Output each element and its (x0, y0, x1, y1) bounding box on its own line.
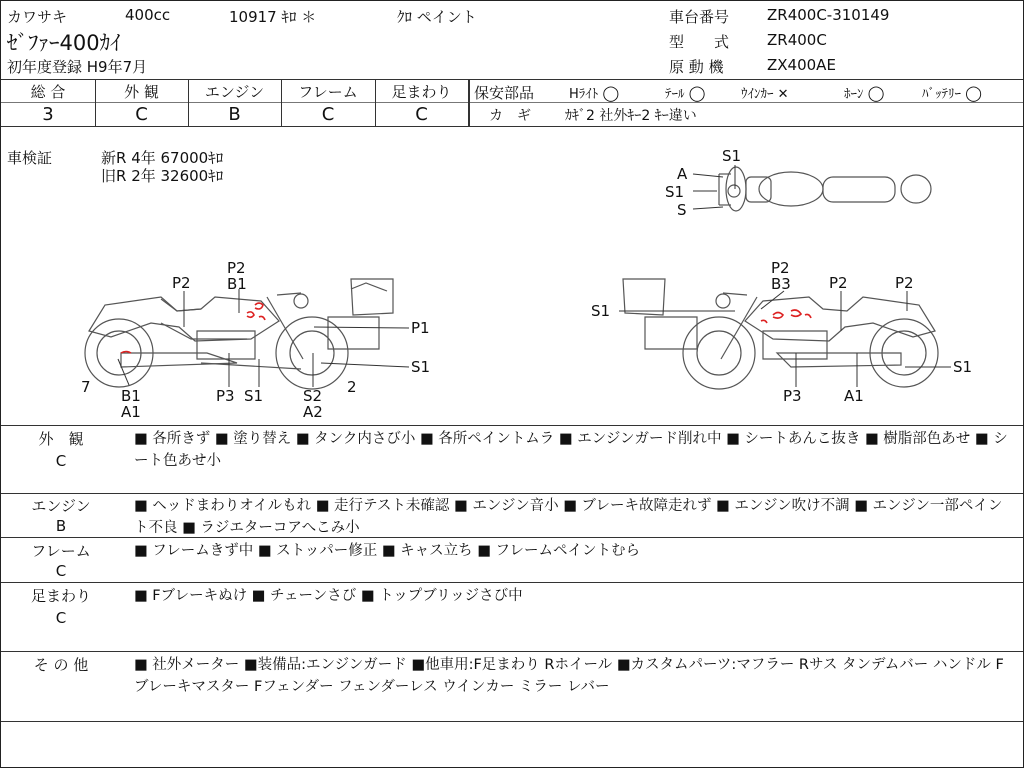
divider (1, 425, 1023, 426)
color: ｸﾛ ペイント (397, 8, 477, 26)
label-right: B3 (771, 275, 791, 293)
divider (1, 651, 1023, 652)
divider (1, 582, 1023, 583)
label-left: S2 (303, 387, 323, 405)
label-right: P2 (895, 274, 914, 292)
divider (1, 102, 468, 103)
remark-grade-frame: C (55, 562, 67, 580)
remark-label-other: そ の 他 (33, 656, 89, 674)
model-type-label: 型 式 (669, 33, 730, 51)
label-left: A2 (303, 403, 323, 421)
divider (1, 493, 1023, 494)
engine-type-label: 原 動 機 (669, 58, 724, 76)
label-left: P1 (411, 319, 430, 337)
safety-mark: ◯ (602, 84, 620, 102)
remark-label-engine: エンジン (31, 497, 91, 515)
label-top-s1b: S1 (665, 183, 685, 201)
model-type-value: ZR400C (767, 31, 827, 49)
grade-header-exterior: 外 観 (124, 83, 159, 101)
grade-header-engine: エンジン (204, 83, 265, 101)
label-right: S1 (953, 358, 973, 376)
diagram-labels (81, 147, 972, 421)
mileage: 10917 ｷﾛ ＊ (229, 8, 317, 26)
label-left: S1 (411, 358, 431, 376)
label-right: P2 (771, 259, 790, 277)
model-name: ｾﾞﾌｧｰ400ｶｲ (7, 31, 121, 55)
safety-item-horn (844, 83, 884, 102)
frame-number-label: 車台番号 (669, 8, 730, 26)
safety-item-label: ﾊﾞｯﾃﾘｰ (922, 87, 961, 102)
divider (469, 102, 1023, 103)
divider (468, 79, 470, 126)
inspection-new: 新R 4年 67000ｷﾛ (101, 149, 224, 167)
label-left: S1 (244, 387, 264, 405)
label-left: A1 (121, 403, 141, 421)
remark-grade-suspension: C (55, 609, 67, 627)
key-label: カ ギ (489, 108, 531, 124)
grade-overall: 3 (42, 104, 54, 125)
safety-item-label: ﾎｰﾝ (844, 87, 864, 102)
remark-text-other: ■ 社外メーター ■装備品:エンジンガード ■他車用:F足まわり Rホイール ■カスタムパーツ:マフラー Rサス タンデムバー ハンドル Fブレーキマスター Fフェンダー フェンダーレス ウインカー ミラー レバー (134, 657, 1004, 695)
safety-item-battery (922, 83, 982, 102)
remark-text-suspension: ■ Fブレーキぬけ ■ チェーンさび ■ トップブリッジさび中 (134, 588, 523, 604)
safety-label: 保安部品 (474, 84, 535, 102)
inspection-old: 旧R 2年 32600ｷﾛ (101, 167, 224, 185)
remark-text-exterior: ■ 各所きず ■ 塗り替え ■ タンク内さび小 ■ 各所ペイントムラ ■ エンジンガード削れ中 ■ シートあんこ抜き ■ 樹脂部色あせ ■ シート色あせ小 (134, 431, 1008, 469)
safety-mark: ✕ (777, 87, 789, 102)
grade-engine: B (228, 104, 241, 125)
label-left: B1 (227, 275, 247, 293)
label-left: 2 (347, 378, 357, 396)
remark-label-suspension: 足まわり (30, 587, 91, 605)
divider (1, 721, 1023, 722)
safety-item-headlight (569, 83, 619, 102)
label-right: S1 (591, 302, 611, 320)
frame-number-value: ZR400C-310149 (767, 6, 890, 24)
key-value: ｶｷﾞ2 社外ｷｰ2 ｷｰ違い (565, 108, 697, 124)
safety-item-label: ﾃｰﾙ (665, 87, 685, 102)
label-top-a: A (677, 165, 688, 183)
label-right: P2 (829, 274, 848, 292)
label-left: 7 (81, 378, 91, 396)
displacement: 400cc (125, 6, 171, 24)
safety-mark: ◯ (688, 84, 706, 102)
grade-suspension: C (415, 104, 428, 125)
first-registration: 初年度登録 H9年7月 (7, 58, 148, 76)
safety-item-tail (665, 83, 705, 102)
damage-diagram (1, 127, 1023, 425)
remark-text-frame: ■ フレームきず中 ■ ストッパー修正 ■ キャス立ち ■ フレームペイントむら (134, 543, 640, 559)
grade-header-suspension: 足まわり (391, 83, 452, 101)
grade-frame: C (321, 104, 335, 125)
engine-type-value: ZX400AE (767, 56, 836, 74)
remark-text-engine: ■ ヘッドまわりオイルもれ ■ 走行テスト未確認 ■ エンジン音小 ■ ブレーキ故障走れず ■ エンジン吹け不調 ■ エンジン一部ペイント不良 ■ ラジエターコアへこみ小 (134, 498, 1003, 536)
safety-item-winker (741, 83, 789, 102)
label-right: A1 (844, 387, 864, 405)
bike-right-view (623, 279, 938, 389)
safety-mark: ◯ (965, 84, 982, 102)
safety-mark: ◯ (867, 84, 885, 102)
grade-header-frame: フレーム (298, 83, 358, 101)
inspection-label: 車検証 (7, 149, 53, 167)
label-left: P3 (216, 387, 235, 405)
divider (1, 79, 1023, 80)
remark-label-exterior: 外 観 (38, 430, 84, 448)
label-right: P3 (783, 387, 802, 405)
grade-header-overall: 総 合 (30, 83, 66, 101)
remark-label-frame: フレーム (31, 542, 91, 560)
remark-grade-exterior: C (55, 452, 67, 470)
label-left: B1 (121, 387, 141, 405)
safety-item-label: Hﾗｲﾄ (569, 87, 599, 102)
remark-grade-engine: B (55, 517, 67, 535)
label-top-s: S (677, 201, 687, 219)
safety-item-label: ｳｲﾝｶｰ (741, 87, 774, 102)
label-top-s1: S1 (722, 147, 742, 165)
grade-exterior: C (135, 104, 148, 125)
label-left: P2 (227, 259, 246, 277)
maker: カワサキ (7, 8, 68, 26)
label-left: P2 (172, 274, 191, 292)
bike-top-view (719, 167, 931, 211)
